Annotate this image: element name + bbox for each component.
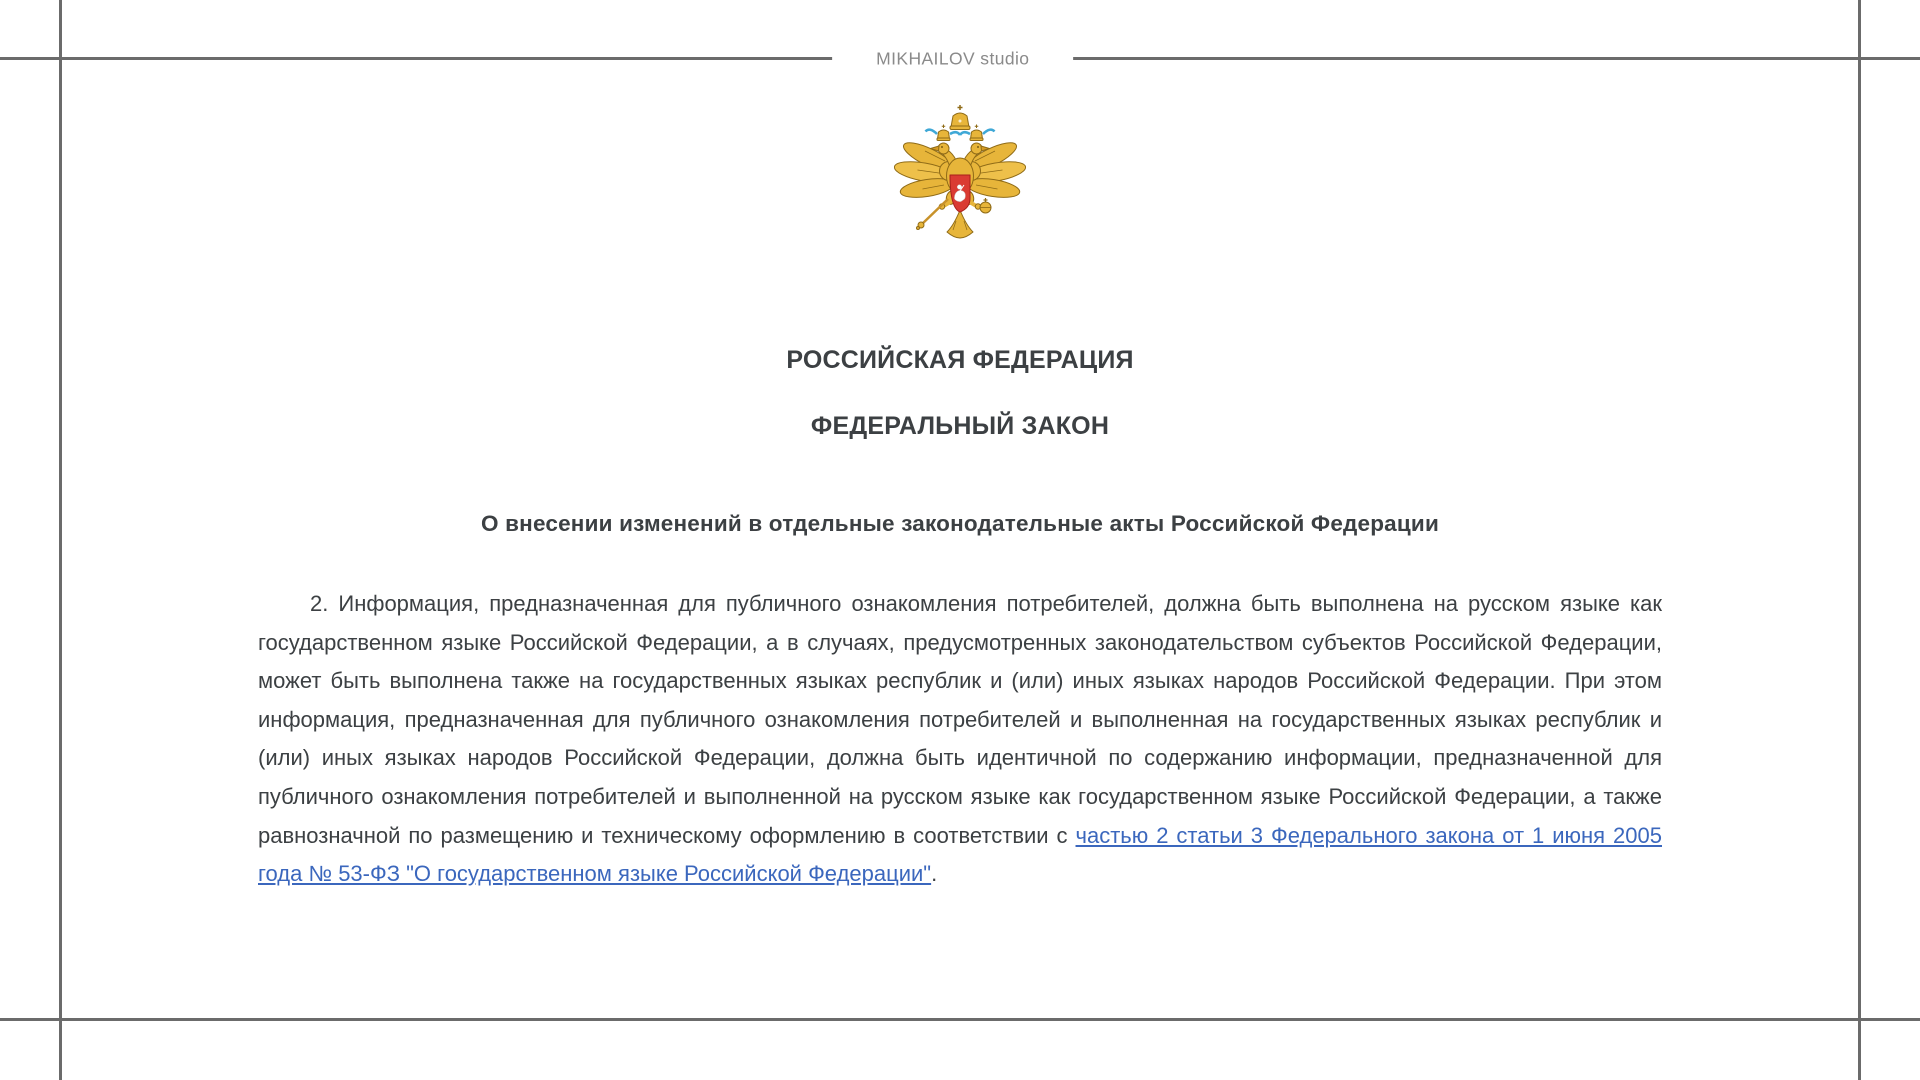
law-reference-link[interactable]: частью 2 статьи 3 Федерального закона от 1 июня 2005 года № 53-ФЗ "О государственном языке Российской Федерации"	[258, 822, 1662, 887]
studio-label: MIKHAILOV studio	[832, 48, 1073, 69]
law-paragraph	[258, 585, 1662, 894]
country-header: РОССИЙСКАЯ ФЕДЕРАЦИЯ	[786, 346, 1134, 374]
paragraph-text-end: .	[931, 861, 938, 887]
paragraph-text: 2. Информация, предназначенная для публичного ознакомления потребителей, должна быть выполнена на русском языке как государственном языке Российской Федерации, а в случаях, предусмотренных законодательством субъектов Российской Федерации, может быть выполнена также на государственных языках республик и (или) иных языках народов Российской Федерации. При этом информация, предназначенная для публичного ознакомления потребителей и выполненная на государственных языках республик и (или) иных языках народов Российской Федерации, должна быть идентичной по содержанию информации, предназначенной для публичного ознакомления потребителей и выполненной на русском языке как государственном языке Российской Федерации, а также равнозначной по размещению и техническому оформлению в соответствии с	[258, 591, 1662, 848]
frame-line-bottom	[0, 1018, 1920, 1021]
russia-coat-of-arms-icon	[894, 101, 1026, 251]
doc-title: О внесении изменений в отдельные законодательные акты Российской Федерации	[480, 511, 1439, 536]
frame-line-left	[59, 0, 62, 1080]
frame-line-right	[1858, 0, 1861, 1080]
doc-type-header: ФЕДЕРАЛЬНЫЙ ЗАКОН	[810, 412, 1110, 440]
